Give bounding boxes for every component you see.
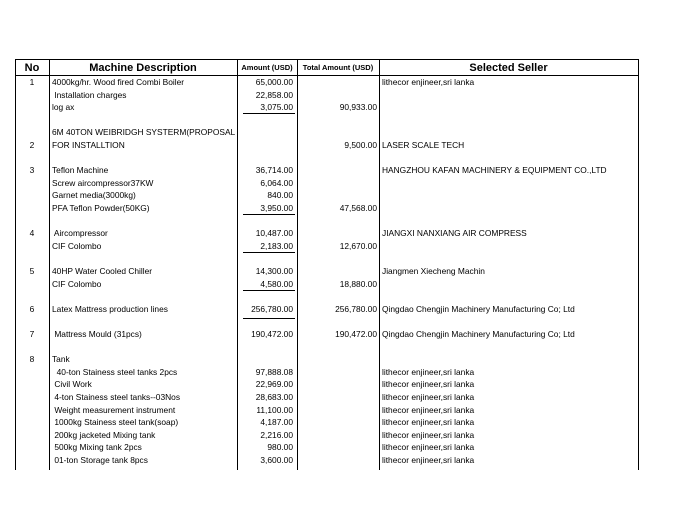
total-amount-value — [297, 89, 377, 102]
seller-name: JIANGXI NANXIANG AIR COMPRESS — [382, 228, 527, 239]
seller-name — [382, 290, 638, 303]
machine-description: 1000kg Stainess steel tank(soap) — [52, 417, 179, 428]
seller-name — [382, 215, 638, 228]
amount-value: 65,000.00 — [255, 77, 293, 87]
machine-description — [52, 290, 237, 303]
total-amount-value — [297, 164, 377, 177]
amount-value: 2,183.00 — [260, 240, 293, 251]
amount-value: 980.00 — [267, 442, 293, 453]
total-amount-value — [297, 454, 377, 467]
subtotal-underline — [243, 214, 295, 215]
total-amount-value — [297, 126, 377, 139]
seller-name — [382, 278, 638, 291]
row-number — [15, 378, 49, 391]
amount-value — [237, 126, 293, 139]
machine-description: 4000kg/hr. Wood fired Combi Boiler — [52, 77, 185, 87]
amount-value — [237, 139, 293, 152]
seller-name — [382, 114, 638, 127]
seller-name — [382, 89, 638, 102]
row-number — [15, 290, 49, 303]
row-number — [15, 278, 49, 291]
row-number — [15, 441, 49, 454]
total-amount-value — [297, 265, 377, 278]
row-number — [15, 454, 49, 467]
subtotal-underline — [243, 252, 295, 253]
seller-name — [382, 202, 638, 215]
machine-description: 6M 40TON WEIBRIDGH SYSTERM(PROPOSAL — [52, 127, 236, 138]
machine-description: Installation charges — [52, 89, 127, 100]
row-number — [15, 177, 49, 190]
row-number — [15, 240, 49, 253]
header-no: No — [24, 62, 40, 74]
seller-name: lithecor enjineer,sri lanka — [382, 379, 475, 390]
amount-value: 3,950.00 — [260, 203, 293, 213]
amount-value — [237, 290, 293, 303]
row-number — [15, 114, 49, 127]
row-number — [15, 404, 49, 417]
seller-name: lithecor enjineer,sri lanka — [382, 429, 475, 440]
row-number — [15, 202, 49, 215]
total-amount-value: 256,780.00 — [335, 303, 377, 314]
subtotal-underline — [243, 318, 295, 319]
total-amount-value — [297, 189, 377, 202]
amount-value: 22,969.00 — [255, 379, 293, 390]
machine-description: FOR INSTALLTION — [52, 140, 125, 150]
row-number — [15, 429, 49, 442]
machine-description: CIF Colombo — [52, 240, 102, 251]
machine-description: Teflon Machine — [52, 165, 109, 176]
row-number — [15, 152, 49, 165]
total-amount-value: 190,472.00 — [335, 329, 377, 339]
row-number — [15, 391, 49, 404]
row-number — [15, 252, 49, 265]
amount-value — [237, 252, 293, 265]
machine-description — [52, 114, 237, 127]
seller-name: lithecor enjineer,sri lanka — [382, 417, 475, 428]
total-amount-value — [297, 177, 377, 190]
seller-name — [382, 315, 638, 328]
row-number — [15, 101, 49, 114]
seller-name: LASER SCALE TECH — [382, 140, 465, 150]
machine-description: Latex Mattress production lines — [52, 303, 168, 314]
machine-description: 40HP Water Cooled Chiller — [52, 266, 153, 276]
seller-name: lithecor enjineer,sri lanka — [382, 392, 475, 402]
seller-name — [382, 189, 638, 202]
seller-name: lithecor enjineer,sri lanka — [382, 77, 475, 87]
machine-description: 200kg jacketed Mixing tank — [52, 429, 156, 440]
total-amount-value — [297, 441, 377, 454]
seller-name: Qingdao Chengjin Machinery Manufacturing Co; Ltd — [382, 329, 575, 339]
amount-value: 36,714.00 — [255, 165, 293, 176]
seller-name: lithecor enjineer,sri lanka — [382, 455, 475, 465]
seller-name — [382, 152, 638, 165]
amount-value: 28,683.00 — [255, 392, 293, 402]
machine-description: Aircompressor — [52, 228, 108, 239]
seller-name: lithecor enjineer,sri lanka — [382, 366, 475, 377]
machine-description: PFA Teflon Powder(50KG) — [52, 203, 150, 213]
amount-value — [237, 114, 293, 127]
total-amount-value — [297, 76, 377, 89]
subtotal-underline — [243, 113, 295, 114]
row-number: 5 — [29, 266, 35, 276]
seller-name — [382, 341, 638, 354]
row-number — [15, 416, 49, 429]
amount-value: 11,100.00 — [256, 404, 293, 415]
seller-name — [382, 240, 638, 253]
total-amount-value — [297, 215, 377, 228]
machine-description — [52, 215, 237, 228]
amount-value: 97,888.08 — [255, 366, 293, 377]
total-amount-value: 9,500.00 — [344, 140, 377, 150]
machine-description: CIF Colombo — [52, 278, 102, 289]
row-number: 2 — [29, 140, 35, 150]
amount-value: 6,064.00 — [260, 177, 293, 188]
machine-description: 500kg Mixing tank 2pcs — [52, 442, 142, 453]
row-number — [15, 89, 49, 102]
amount-value — [237, 215, 293, 228]
amount-value — [237, 353, 293, 366]
machine-description — [52, 341, 237, 354]
amount-value: 2,216.00 — [260, 429, 293, 440]
total-amount-value — [297, 429, 377, 442]
seller-name: lithecor enjineer,sri lanka — [382, 442, 475, 453]
machine-description: Garnet media(3000kg) — [52, 190, 136, 201]
machine-description: Mattress Mould (31pcs) — [52, 329, 142, 339]
machine-description — [52, 315, 237, 328]
total-amount-value — [297, 353, 377, 366]
amount-value: 22,858.00 — [255, 89, 293, 100]
machine-description: Civil Work — [52, 379, 92, 390]
subtotal-underline — [243, 290, 295, 291]
total-amount-value — [297, 114, 377, 127]
row-number — [15, 126, 49, 139]
amount-value — [237, 341, 293, 354]
header-selected-seller: Selected Seller — [469, 62, 548, 74]
total-amount-value: 12,670.00 — [339, 240, 377, 251]
machine-description — [52, 252, 237, 265]
machine-description: Tank — [52, 354, 70, 365]
amount-value: 4,580.00 — [260, 278, 293, 289]
machine-description: 4-ton Stainess steel tanks--03Nos — [52, 392, 181, 402]
header-amount: Amount (USD) — [241, 63, 293, 72]
machine-description: 40-ton Stainess steel tanks 2pcs — [52, 366, 178, 377]
total-amount-value — [297, 416, 377, 429]
seller-name: lithecor enjineer,sri lanka — [382, 404, 475, 415]
row-number — [15, 189, 49, 202]
header-machine-description: Machine Description — [89, 62, 197, 74]
amount-value: 10,487.00 — [255, 228, 293, 239]
amount-value: 3,600.00 — [260, 455, 293, 465]
seller-name — [382, 126, 638, 139]
row-number: 4 — [29, 228, 35, 239]
column-divider — [379, 59, 380, 470]
total-amount-value: 47,568.00 — [339, 203, 377, 213]
seller-name — [382, 101, 638, 114]
seller-name: Jiangmen Xiecheng Machin — [382, 266, 485, 276]
total-amount-value — [297, 152, 377, 165]
amount-value: 190,472.00 — [251, 329, 293, 339]
amount-value: 256,780.00 — [251, 303, 293, 314]
total-amount-value — [297, 315, 377, 328]
total-amount-value — [297, 252, 377, 265]
total-amount-value — [297, 404, 377, 417]
total-amount-value: 90,933.00 — [339, 102, 377, 113]
column-divider — [638, 59, 639, 470]
amount-value: 840.00 — [267, 190, 293, 201]
row-number: 3 — [29, 165, 35, 176]
amount-value: 3,075.00 — [260, 102, 293, 113]
seller-name — [382, 252, 638, 265]
machine-description: 01-ton Storage tank 8pcs — [52, 455, 148, 465]
total-amount-value — [297, 378, 377, 391]
total-amount-value — [297, 391, 377, 404]
total-amount-value — [297, 366, 377, 379]
row-number: 1 — [29, 77, 35, 87]
amount-value — [237, 152, 293, 165]
total-amount-value — [297, 341, 377, 354]
amount-value: 14,300.00 — [255, 266, 293, 276]
machine-description — [52, 152, 237, 165]
table-top-border — [15, 59, 638, 60]
total-amount-value: 18,880.00 — [339, 278, 377, 289]
row-number: 7 — [29, 329, 35, 339]
row-number — [15, 366, 49, 379]
seller-name: Qingdao Chengjin Machinery Manufacturing Co; Ltd — [382, 303, 575, 314]
seller-name: HANGZHOU KAFAN MACHINERY & EQUIPMENT CO.,LTD — [382, 165, 607, 176]
seller-name — [382, 177, 638, 190]
row-number: 8 — [29, 354, 35, 365]
header-total-amount: Total Amount (USD) — [302, 63, 374, 72]
row-number: 6 — [29, 303, 35, 314]
column-divider — [49, 59, 50, 470]
machine-description: Weight measurement instrument — [52, 404, 176, 415]
row-number — [15, 341, 49, 354]
machine-description: log ax — [52, 102, 75, 113]
total-amount-value — [297, 290, 377, 303]
seller-name — [382, 353, 638, 366]
total-amount-value — [297, 227, 377, 240]
amount-value: 4,187.00 — [260, 417, 293, 428]
machine-description: Screw aircompressor37KW — [52, 177, 154, 188]
row-number — [15, 315, 49, 328]
row-number — [15, 215, 49, 228]
